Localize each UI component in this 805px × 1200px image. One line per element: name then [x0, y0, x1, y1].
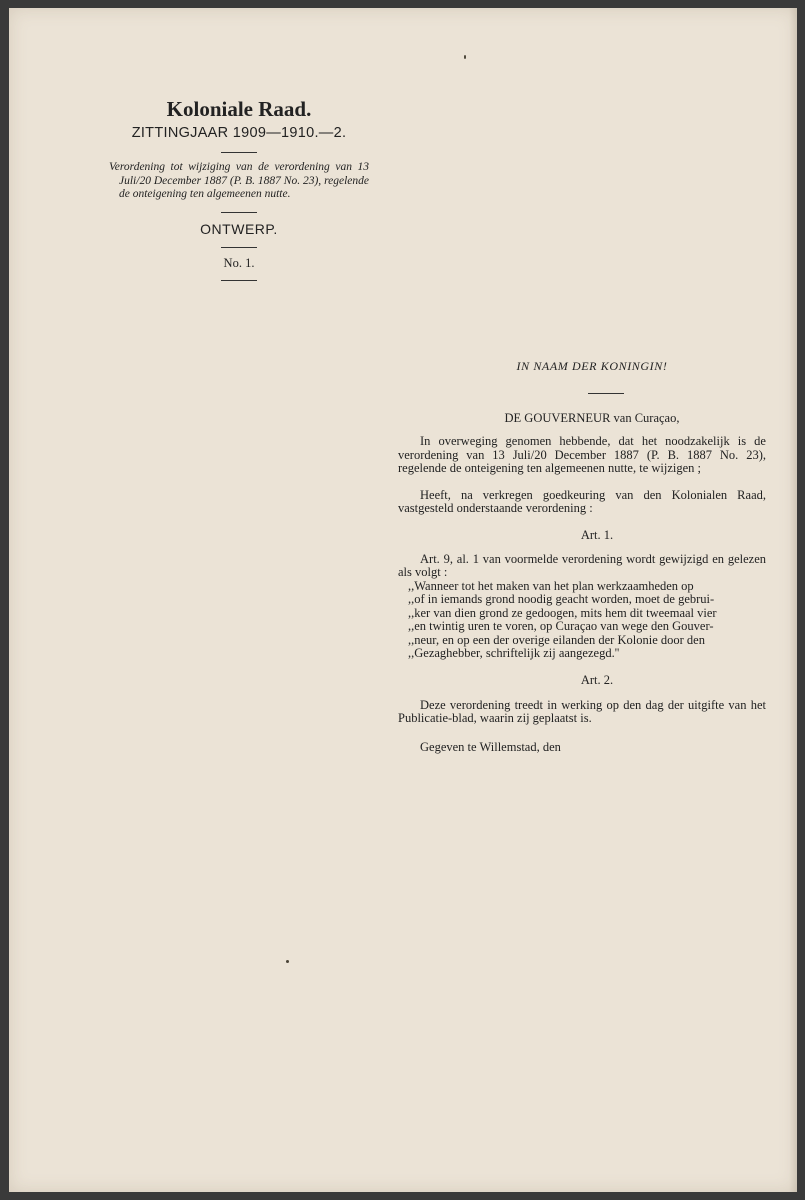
header-block [109, 96, 369, 281]
divider [221, 212, 257, 213]
quote-line: ,,en twintig uren te voren, op Curaçao van wege den Gouver- [408, 619, 714, 633]
document-title: Koloniale Raad. [166, 97, 312, 121]
document-subject: Verordening tot wijziging van de verordening van 13 Juli/20 December 1887 (P. B. 1887 No. 23), regelende de onteigening ten algemeenen nutte. [109, 161, 369, 200]
divider [221, 280, 257, 281]
article-2-text: Deze verordening treedt in werking op den dag der uitgifte van het Publicatie-blad, waarin zij geplaatst is. [398, 697, 766, 725]
consideration-paragraph: In overweging genomen hebbende, dat het noodzakelijk is de verordening van 13 Juli/20 December 1887 (P. B. 1887 No. 23), regelende de onteigening ten algemeenen nutte, te wijzigen ; [398, 434, 766, 475]
divider [588, 393, 624, 394]
session-year: ZITTINGJAAR 1909—1910.—2. [131, 125, 347, 141]
governor-line: DE GOUVERNEUR van Curaçao, [504, 411, 680, 425]
invocation: IN NAAM DER KONINGIN! [516, 359, 668, 373]
article-1-heading: Art. 1. [580, 527, 614, 542]
draft-label: ONTWERP. [200, 220, 278, 237]
given-at-line: Gegeven te Willemstad, den [420, 739, 561, 754]
quote-line: ,,of in iemands grond noodig geacht worden, moet de gebrui- [408, 592, 715, 606]
quote-line: ,,ker van dien grond ze gedoogen, mits hem dit tweemaal vier [408, 605, 717, 620]
divider [221, 247, 257, 248]
document-number: No. 1. [223, 255, 255, 270]
paper-speck [286, 960, 289, 963]
quote-line: ,,Gezaghebber, schriftelijk zij aangezegd.'' [408, 646, 620, 660]
quote-line: ,,Wanneer tot het maken van het plan werkzaamheden op [408, 578, 694, 593]
paper-speck [464, 55, 466, 59]
divider [221, 152, 257, 153]
document-page [9, 8, 797, 1192]
paper-edge [789, 8, 797, 1192]
article-1-intro: Art. 9, al. 1 van voormelde verordening wordt gewijzigd en gelezen als volgt : [398, 551, 766, 579]
approval-paragraph: Heeft, na verkregen goedkeuring van den Kolonialen Raad, vastgesteld onderstaande verordening : [398, 487, 766, 515]
article-2-heading: Art. 2. [580, 672, 614, 687]
ordinance-body [398, 358, 766, 754]
article-1-quote [398, 580, 766, 661]
quote-line: ,,neur, en op een der overige eilanden der Kolonie door den [408, 632, 705, 647]
